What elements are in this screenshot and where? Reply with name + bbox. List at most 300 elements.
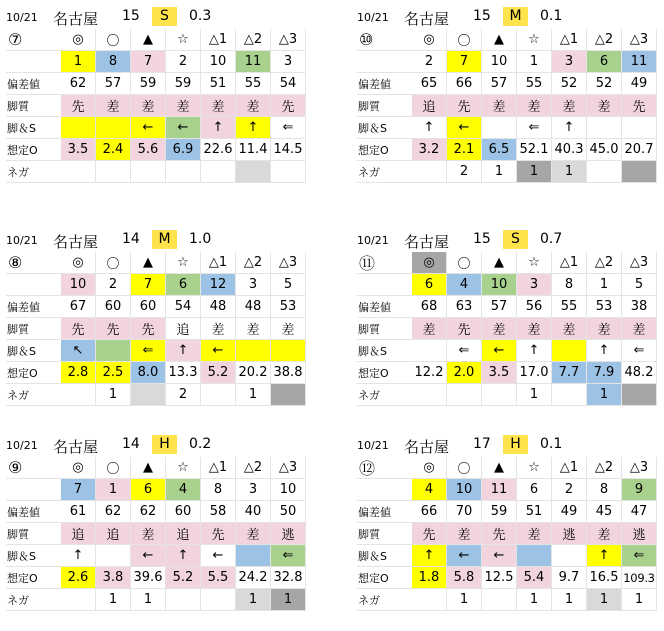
odds-cell: 6.5 [482, 139, 517, 161]
running-style-cell: 逃 [552, 523, 587, 545]
leg-indicator-cell: ⇐ [131, 340, 166, 362]
race-number: ⑩ [357, 29, 412, 51]
rating-cell: 54 [166, 296, 201, 318]
odds-cell: 40.3 [552, 139, 587, 161]
rating-cell: 65 [412, 73, 447, 95]
bias-value: 0.2 [189, 436, 212, 452]
nega-cell [201, 384, 236, 406]
race-header [357, 6, 657, 29]
nega-cell [412, 589, 447, 611]
running-style-cell: 差 [482, 95, 517, 117]
mark-cell: △1 [552, 29, 587, 51]
odds-cell: 20.7 [622, 139, 657, 161]
rating-cell: 68 [412, 296, 447, 318]
running-style-cell: 追 [166, 523, 201, 545]
odds-cell: 7.9 [587, 362, 622, 384]
horse-number-cell: 1 [587, 274, 622, 296]
row-label-style: 脚質 [357, 95, 412, 117]
row-label-odds: 想定O [6, 362, 61, 384]
mark-cell: △2 [587, 29, 622, 51]
nega-cell: 1 [587, 589, 622, 611]
leg-indicator-cell [517, 545, 552, 567]
running-style-cell: 先 [622, 95, 657, 117]
horse-number-cell: 1 [96, 479, 131, 501]
running-style-cell: 追 [96, 523, 131, 545]
horse-number-cell: 8 [552, 274, 587, 296]
leg-indicator-cell: ↑ [61, 545, 96, 567]
horse-number-cell: 11 [622, 51, 657, 73]
row-label-odds: 想定O [357, 567, 412, 589]
odds-cell: 24.2 [236, 567, 271, 589]
venue-name: 名古屋 [53, 10, 99, 28]
leg-indicator-cell: ⇐ [622, 340, 657, 362]
nega-cell: 1 [517, 384, 552, 406]
horse-number-cell: 6 [412, 274, 447, 296]
nega-cell: 1 [587, 384, 622, 406]
leg-indicator-cell: ↑ [517, 340, 552, 362]
nega-cell: 1 [517, 161, 552, 183]
rating-cell: 60 [131, 296, 166, 318]
nega-cell [622, 384, 657, 406]
horse-number-cell: 3 [236, 274, 271, 296]
odds-cell: 9.7 [552, 567, 587, 589]
mark-cell: △3 [622, 29, 657, 51]
rating-cell: 58 [201, 501, 236, 523]
mark-cell: ▲ [131, 457, 166, 479]
row-label-odds: 想定O [6, 139, 61, 161]
mark-cell: ◎ [61, 252, 96, 274]
leg-indicator-cell: ↖ [61, 340, 96, 362]
horse-number-cell: 1 [61, 51, 96, 73]
row-label-leg: 脚＆S [6, 340, 61, 362]
nega-cell: 1 [622, 589, 657, 611]
horse-number-cell: 10 [482, 51, 517, 73]
horse-number-cell: 7 [131, 274, 166, 296]
rating-cell: 70 [447, 501, 482, 523]
race-date: 10/21 [357, 234, 389, 247]
running-style-cell: 追 [61, 523, 96, 545]
running-style-cell: 差 [236, 95, 271, 117]
horse-number-cell: 6 [587, 51, 622, 73]
rating-cell: 62 [61, 73, 96, 95]
running-style-cell: 差 [412, 318, 447, 340]
leg-indicator-cell [236, 545, 271, 567]
running-style-cell: 差 [622, 318, 657, 340]
row-label-blank [357, 51, 412, 73]
mark-cell: △2 [236, 29, 271, 51]
rating-cell: 51 [517, 501, 552, 523]
row-label-nega: ネガ [357, 384, 412, 406]
leg-indicator-cell: ← [482, 545, 517, 567]
leg-indicator-cell: ↑ [552, 117, 587, 139]
venue-name: 名古屋 [404, 233, 450, 251]
mark-cell: △1 [552, 252, 587, 274]
row-label-blank [6, 51, 61, 73]
running-style-cell: 先 [412, 523, 447, 545]
running-style-cell: 先 [131, 318, 166, 340]
row-label-leg: 脚＆S [357, 117, 412, 139]
horse-number-cell: 3 [271, 51, 306, 73]
row-label-leg: 脚＆S [6, 545, 61, 567]
rating-cell: 63 [447, 296, 482, 318]
leg-indicator-cell: ⇐ [622, 545, 657, 567]
race-block-10 [357, 6, 657, 183]
nega-cell [201, 161, 236, 183]
rating-cell: 48 [236, 296, 271, 318]
row-label-blank [6, 479, 61, 501]
odds-cell: 5.2 [201, 362, 236, 384]
nega-cell: 1 [96, 589, 131, 611]
nega-cell [96, 161, 131, 183]
mark-cell: △1 [201, 29, 236, 51]
nega-cell: 1 [271, 589, 306, 611]
odds-cell: 109.3 [622, 567, 657, 589]
race-date: 10/21 [6, 234, 38, 247]
horse-number-cell: 6 [166, 274, 201, 296]
row-label-rating: 偏差値 [6, 73, 61, 95]
mark-cell: △1 [552, 457, 587, 479]
mark-cell: ◎ [412, 252, 447, 274]
row-label-style: 脚質 [357, 523, 412, 545]
leg-indicator-cell: ← [447, 117, 482, 139]
mark-cell: △2 [587, 457, 622, 479]
race-header [6, 6, 306, 29]
bias-value: 1.0 [189, 231, 212, 247]
nega-cell [271, 384, 306, 406]
odds-cell: 2.4 [96, 139, 131, 161]
horse-number-cell: 2 [166, 51, 201, 73]
mark-cell: △2 [587, 252, 622, 274]
race-block-11 [357, 229, 657, 406]
mark-cell: ◎ [412, 457, 447, 479]
running-style-cell: 差 [552, 318, 587, 340]
running-style-cell: 逃 [271, 523, 306, 545]
odds-cell: 12.5 [482, 567, 517, 589]
nega-cell [587, 161, 622, 183]
rating-cell: 66 [447, 73, 482, 95]
leg-indicator-cell: ⇐ [447, 340, 482, 362]
running-style-cell: 差 [96, 95, 131, 117]
mark-cell: 〇 [447, 29, 482, 51]
race-number: ⑧ [6, 252, 61, 274]
horse-number-cell: 4 [166, 479, 201, 501]
rating-cell: 38 [622, 296, 657, 318]
mark-cell: △3 [622, 457, 657, 479]
odds-cell: 16.5 [587, 567, 622, 589]
running-style-cell: 先 [271, 95, 306, 117]
horse-number-cell: 4 [447, 274, 482, 296]
horse-number-cell: 10 [271, 479, 306, 501]
running-style-cell: 先 [482, 523, 517, 545]
horse-number-cell: 1 [517, 51, 552, 73]
horse-number-cell: 2 [412, 51, 447, 73]
mark-cell: ◎ [61, 29, 96, 51]
mark-cell: ☆ [166, 29, 201, 51]
running-style-cell: 差 [517, 318, 552, 340]
leg-indicator-cell: ← [482, 340, 517, 362]
horse-number-cell: 5 [622, 274, 657, 296]
odds-cell: 17.0 [517, 362, 552, 384]
race-number: ⑨ [6, 457, 61, 479]
rating-cell: 49 [552, 501, 587, 523]
venue-name: 名古屋 [404, 438, 450, 456]
leg-indicator-cell [96, 117, 131, 139]
leg-indicator-cell: ⇐ [271, 117, 306, 139]
running-style-cell: 追 [166, 318, 201, 340]
odds-cell: 5.8 [447, 567, 482, 589]
rating-cell: 60 [166, 501, 201, 523]
race-block-9 [6, 434, 306, 611]
row-label-blank [6, 274, 61, 296]
leg-indicator-cell: ← [131, 117, 166, 139]
rating-cell: 54 [271, 73, 306, 95]
rating-cell: 59 [482, 501, 517, 523]
odds-cell: 20.2 [236, 362, 271, 384]
horse-number-cell: 9 [622, 479, 657, 501]
nega-cell: 1 [552, 161, 587, 183]
row-label-nega: ネガ [6, 384, 61, 406]
running-style-cell: 先 [61, 318, 96, 340]
race-date: 10/21 [6, 11, 38, 24]
mark-cell: 〇 [96, 457, 131, 479]
running-style-cell: 差 [587, 95, 622, 117]
odds-cell: 11.4 [236, 139, 271, 161]
nega-cell [131, 161, 166, 183]
row-label-style: 脚質 [6, 523, 61, 545]
nega-cell: 1 [131, 589, 166, 611]
row-label-nega: ネガ [6, 161, 61, 183]
running-style-cell: 先 [96, 318, 131, 340]
track-condition-badge: S [152, 7, 177, 26]
running-style-cell: 差 [236, 318, 271, 340]
mark-cell: △3 [271, 252, 306, 274]
leg-indicator-cell: ← [166, 117, 201, 139]
leg-indicator-cell [61, 117, 96, 139]
track-condition-badge: H [503, 435, 528, 454]
leg-indicator-cell: ← [131, 545, 166, 567]
mark-cell: 〇 [447, 457, 482, 479]
odds-cell: 2.0 [447, 362, 482, 384]
rating-cell: 59 [166, 73, 201, 95]
mark-cell: △1 [201, 252, 236, 274]
running-style-cell: 差 [271, 318, 306, 340]
row-label-nega: ネガ [357, 589, 412, 611]
race-table [357, 457, 657, 611]
row-label-odds: 想定O [357, 139, 412, 161]
horse-number-cell: 7 [61, 479, 96, 501]
leg-indicator-cell [96, 545, 131, 567]
odds-cell: 1.8 [412, 567, 447, 589]
row-label-rating: 偏差値 [357, 501, 412, 523]
race-table [357, 252, 657, 406]
odds-cell: 5.4 [517, 567, 552, 589]
row-label-blank [357, 274, 412, 296]
running-style-cell: 差 [236, 523, 271, 545]
rating-cell: 55 [236, 73, 271, 95]
odds-cell: 12.2 [412, 362, 447, 384]
race-number: ⑫ [357, 457, 412, 479]
row-label-rating: 偏差値 [357, 296, 412, 318]
nega-cell: 1 [236, 589, 271, 611]
rating-cell: 57 [482, 73, 517, 95]
running-style-cell: 先 [447, 95, 482, 117]
mark-cell: ▲ [482, 252, 517, 274]
odds-cell: 2.6 [61, 567, 96, 589]
odds-cell: 2.5 [96, 362, 131, 384]
running-style-cell: 差 [201, 95, 236, 117]
row-label-style: 脚質 [357, 318, 412, 340]
rating-cell: 59 [131, 73, 166, 95]
nega-cell [412, 384, 447, 406]
horse-number-cell: 3 [552, 51, 587, 73]
mark-cell: ◎ [61, 457, 96, 479]
rating-cell: 66 [412, 501, 447, 523]
odds-cell: 8.0 [131, 362, 166, 384]
running-style-cell: 差 [517, 523, 552, 545]
distance: 14 [122, 436, 140, 452]
horse-number-cell: 7 [131, 51, 166, 73]
mark-cell: ▲ [482, 457, 517, 479]
nega-cell [131, 384, 166, 406]
venue-name: 名古屋 [53, 233, 99, 251]
leg-indicator-cell [587, 117, 622, 139]
rating-cell: 49 [622, 73, 657, 95]
running-style-cell: 差 [201, 318, 236, 340]
leg-indicator-cell [622, 117, 657, 139]
mark-cell: ☆ [517, 252, 552, 274]
distance: 14 [122, 231, 140, 247]
rating-cell: 53 [587, 296, 622, 318]
odds-cell: 2.1 [447, 139, 482, 161]
horse-number-cell: 10 [482, 274, 517, 296]
nega-cell: 1 [236, 384, 271, 406]
race-date: 10/21 [357, 439, 389, 452]
mark-cell: ▲ [131, 252, 166, 274]
horse-number-cell: 4 [412, 479, 447, 501]
venue-name: 名古屋 [404, 10, 450, 28]
mark-cell: △2 [236, 252, 271, 274]
mark-cell: ☆ [166, 457, 201, 479]
race-block-7 [6, 6, 306, 183]
odds-cell: 52.1 [517, 139, 552, 161]
horse-number-cell: 12 [201, 274, 236, 296]
odds-cell: 6.9 [166, 139, 201, 161]
nega-cell [201, 589, 236, 611]
leg-indicator-cell: ← [447, 545, 482, 567]
running-style-cell: 逃 [622, 523, 657, 545]
leg-indicator-cell [412, 340, 447, 362]
race-header [357, 434, 657, 457]
odds-cell: 7.7 [552, 362, 587, 384]
bias-value: 0.1 [540, 8, 563, 24]
bias-value: 0.1 [540, 436, 563, 452]
rating-cell: 52 [552, 73, 587, 95]
leg-indicator-cell [271, 340, 306, 362]
bias-value: 0.3 [189, 8, 212, 24]
odds-cell: 5.2 [166, 567, 201, 589]
rating-cell: 47 [622, 501, 657, 523]
odds-cell: 5.6 [131, 139, 166, 161]
odds-cell: 3.5 [61, 139, 96, 161]
leg-indicator-cell: ↑ [201, 117, 236, 139]
nega-cell [271, 161, 306, 183]
race-block-8 [6, 229, 306, 406]
rating-cell: 55 [552, 296, 587, 318]
row-label-odds: 想定O [6, 567, 61, 589]
mark-cell: 〇 [96, 252, 131, 274]
running-style-cell: 差 [131, 523, 166, 545]
running-style-cell: 差 [482, 318, 517, 340]
rating-cell: 67 [61, 296, 96, 318]
rating-cell: 62 [131, 501, 166, 523]
nega-cell [61, 384, 96, 406]
nega-cell [61, 161, 96, 183]
horse-number-cell: 3 [236, 479, 271, 501]
race-date: 10/21 [6, 439, 38, 452]
mark-cell: ◎ [412, 29, 447, 51]
race-table [6, 252, 306, 406]
nega-cell [482, 384, 517, 406]
venue-name: 名古屋 [53, 438, 99, 456]
horse-number-cell: 11 [236, 51, 271, 73]
horse-number-cell: 2 [96, 274, 131, 296]
odds-cell: 32.8 [271, 567, 306, 589]
nega-cell [236, 161, 271, 183]
nega-cell [412, 161, 447, 183]
race-header [6, 229, 306, 252]
bias-value: 0.7 [540, 231, 563, 247]
race-date: 10/21 [357, 11, 389, 24]
horse-number-cell: 2 [552, 479, 587, 501]
running-style-cell: 差 [587, 318, 622, 340]
rating-cell: 52 [587, 73, 622, 95]
rating-cell: 45 [587, 501, 622, 523]
leg-indicator-cell: ↑ [236, 117, 271, 139]
row-label-nega: ネガ [357, 161, 412, 183]
odds-cell: 48.2 [622, 362, 657, 384]
leg-indicator-cell: ↑ [412, 117, 447, 139]
rating-cell: 60 [96, 296, 131, 318]
odds-cell: 22.6 [201, 139, 236, 161]
leg-indicator-cell: ↑ [166, 340, 201, 362]
leg-indicator-cell [482, 117, 517, 139]
distance: 15 [473, 8, 491, 24]
nega-cell [61, 589, 96, 611]
track-condition-badge: S [503, 230, 528, 249]
horse-number-cell: 8 [587, 479, 622, 501]
track-condition-badge: M [152, 230, 177, 249]
nega-cell [447, 384, 482, 406]
running-style-cell: 先 [61, 95, 96, 117]
mark-cell: ☆ [517, 457, 552, 479]
mark-cell: △2 [236, 457, 271, 479]
nega-cell [622, 161, 657, 183]
nega-cell: 1 [482, 161, 517, 183]
row-label-blank [357, 479, 412, 501]
nega-cell: 2 [166, 384, 201, 406]
leg-indicator-cell [236, 340, 271, 362]
race-table [6, 457, 306, 611]
odds-cell: 14.5 [271, 139, 306, 161]
running-style-cell: 先 [447, 318, 482, 340]
nega-cell: 1 [552, 589, 587, 611]
mark-cell: △3 [622, 252, 657, 274]
horse-number-cell: 10 [201, 51, 236, 73]
horse-number-cell: 6 [517, 479, 552, 501]
nega-cell: 1 [447, 589, 482, 611]
distance: 15 [122, 8, 140, 24]
horse-number-cell: 11 [482, 479, 517, 501]
